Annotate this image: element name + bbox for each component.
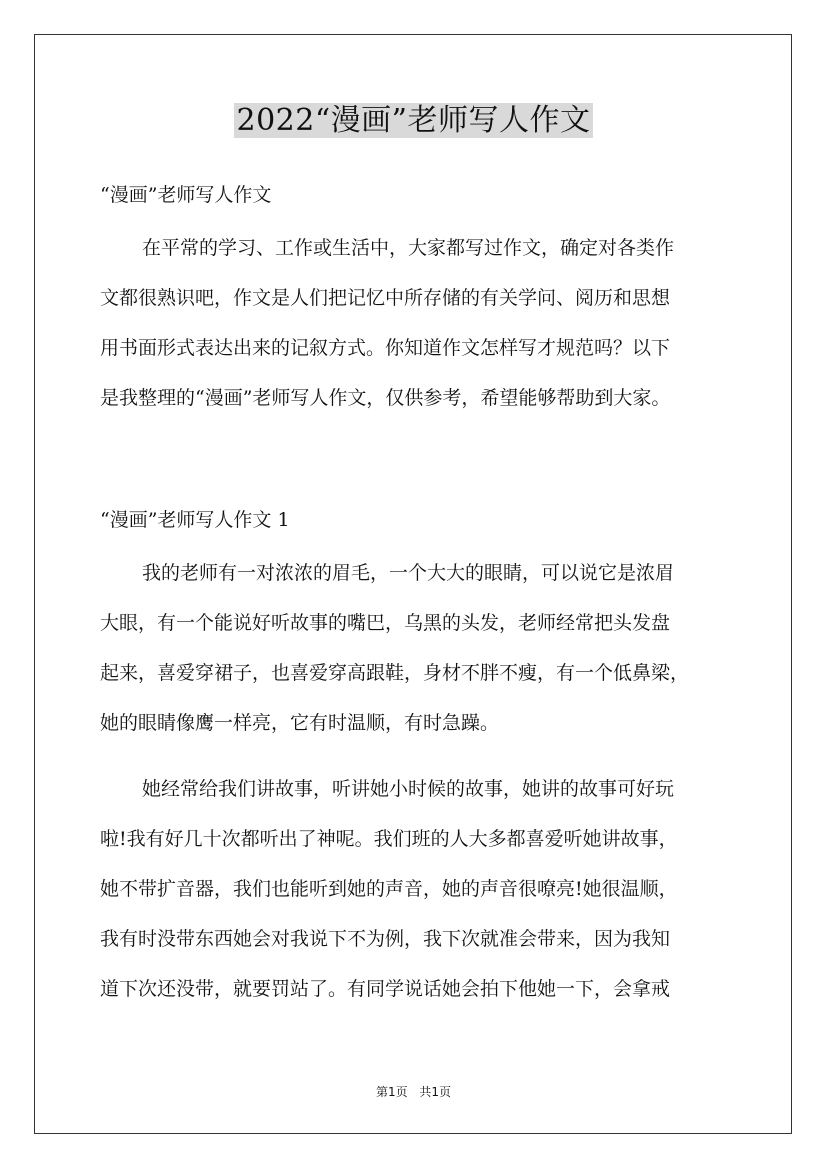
body-paragraph-1 [100, 561, 730, 761]
paragraph-line: 她不带扩音器，我们也能听到她的声音，她的声音很嘹亮!她很温顺， [100, 878, 678, 900]
paragraph-line: 是我整理的“漫画”老师写人作文，仅供参考，希望能够帮助到大家。 [100, 387, 671, 409]
paragraph-line: 起来，喜爱穿裙子，也喜爱穿高跟鞋，身材不胖不瘦，有一个低鼻梁， [100, 662, 690, 684]
paragraph-line: 大眼，有一个能说好听故事的嘴巴，乌黑的头发，老师经常把头发盘 [100, 612, 671, 634]
page-total: 共1页 [419, 1085, 452, 1099]
paragraph-line: 用书面形式表达出来的记叙方式。你知道作文怎样写才规范吗？以下 [100, 337, 671, 359]
page-number: 第1页 [375, 1085, 408, 1099]
document-title-block [0, 101, 827, 141]
paragraph-line: 啦!我有好几十次都听出了神呢。我们班的人大多都喜爱听她讲故事， [100, 828, 678, 850]
paragraph-line: 我的老师有一对浓浓的眉毛，一个大大的眼睛，可以说它是浓眉 [142, 562, 675, 584]
body-paragraph-2 [100, 777, 730, 1027]
paragraph-line: 在平常的学习、工作或生活中，大家都写过作文，确定对各类作 [142, 237, 675, 259]
essay-heading: “漫画”老师写人作文 1 [100, 509, 290, 531]
paragraph-line: 她的眼睛像鹰一样亮，它有时温顺，有时急躁。 [100, 712, 500, 734]
page-footer [0, 1083, 827, 1100]
section-heading: “漫画”老师写人作文 [100, 184, 272, 206]
paragraph-line: 道下次还没带，就要罚站了。有同学说话她会拍下他她一下，会拿戒 [100, 978, 671, 1000]
paragraph-line: 她经常给我们讲故事，听讲她小时候的故事，她讲的故事可好玩 [142, 778, 675, 800]
paragraph-line: 文都很熟识吧，作文是人们把记忆中所存储的有关学问、阅历和思想 [100, 287, 671, 309]
document-title: 2022“漫画”老师写人作文 [236, 103, 591, 138]
paragraph-line: 我有时没带东西她会对我说下不为例，我下次就准会带来，因为我知 [100, 928, 671, 950]
intro-paragraph [100, 236, 730, 436]
